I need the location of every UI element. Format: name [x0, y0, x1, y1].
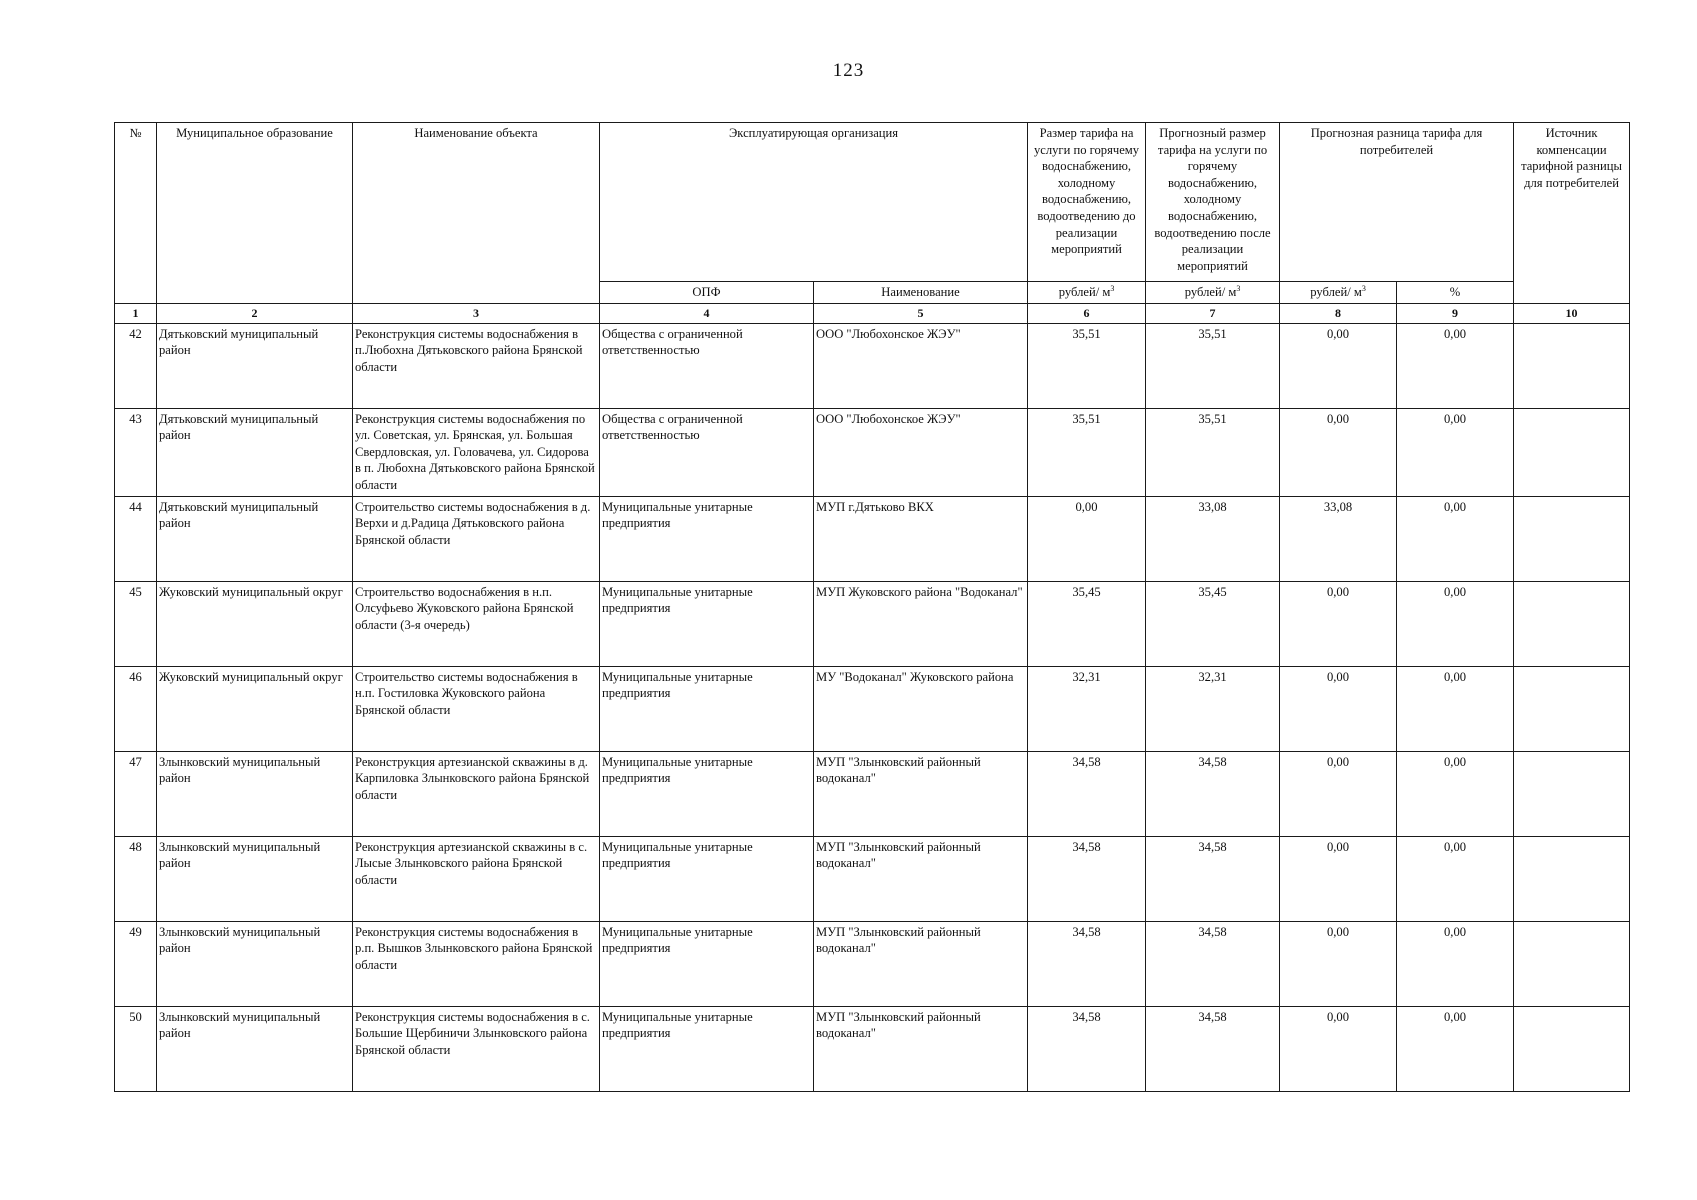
tariff-before-cell: 35,45 — [1028, 581, 1146, 666]
opf-cell: Муниципальные унитарные предприятия — [600, 921, 814, 1006]
tariff-before-cell: 35,51 — [1028, 408, 1146, 496]
opf-cell: Муниципальные унитарные предприятия — [600, 666, 814, 751]
row-number: 47 — [115, 751, 157, 836]
unit-label: рублей/ м — [1058, 285, 1111, 299]
difference-pct-cell: 0,00 — [1397, 921, 1514, 1006]
tariff-after-cell: 33,08 — [1146, 496, 1280, 581]
tariff-table — [114, 122, 1630, 1092]
header-name: Наименование — [814, 282, 1028, 304]
organization-name-cell: МУ "Водоканал" Жуковского района — [814, 666, 1028, 751]
source-cell — [1514, 666, 1630, 751]
tariff-after-cell: 34,58 — [1146, 1006, 1280, 1091]
column-number: 8 — [1280, 303, 1397, 323]
row-number: 48 — [115, 836, 157, 921]
unit-label: рублей/ м — [1310, 285, 1362, 299]
unit-superscript: 3 — [1361, 283, 1366, 293]
tariff-after-cell: 34,58 — [1146, 921, 1280, 1006]
municipality-cell: Жуковский муниципальный округ — [157, 581, 353, 666]
difference-rub-cell: 0,00 — [1280, 1006, 1397, 1091]
opf-cell: Муниципальные унитарные предприятия — [600, 751, 814, 836]
header-tariff-after: Прогнозный размер тарифа на услуги по горячему водоснабжению, холодному водоснабжению, водоотведению после реализации мероприятий — [1146, 123, 1280, 282]
header-source: Источник компенсации тарифной разницы для потребителей — [1514, 123, 1630, 304]
municipality-cell: Злынковский муниципальный район — [157, 836, 353, 921]
source-cell — [1514, 496, 1630, 581]
row-number: 43 — [115, 408, 157, 496]
difference-pct-cell: 0,00 — [1397, 751, 1514, 836]
object-cell: Строительство водоснабжения в н.п. Олсуфьево Жуковского района Брянской области (3-я очередь) — [353, 581, 600, 666]
header-difference: Прогнозная разница тарифа для потребителей — [1280, 123, 1514, 282]
column-number: 2 — [157, 303, 353, 323]
difference-rub-cell: 0,00 — [1280, 581, 1397, 666]
organization-name-cell: ООО "Любохонское ЖЭУ" — [814, 408, 1028, 496]
difference-rub-cell: 0,00 — [1280, 408, 1397, 496]
row-number: 46 — [115, 666, 157, 751]
header-operator: Эксплуатирующая организация — [600, 123, 1028, 282]
object-cell: Реконструкция системы водоснабжения по ул. Советская, ул. Брянская, ул. Большая Свердловская, ул. Головачева, ул. Сидорова в п. Любохна Дятьковского района Брянской области — [353, 408, 600, 496]
municipality-cell: Жуковский муниципальный округ — [157, 666, 353, 751]
object-cell: Реконструкция системы водоснабжения в с. Большие Щербиничи Злынковского района Брянской области — [353, 1006, 600, 1091]
column-number: 4 — [600, 303, 814, 323]
page-number: 123 — [832, 60, 865, 81]
source-cell — [1514, 921, 1630, 1006]
tariff-after-cell: 35,51 — [1146, 408, 1280, 496]
table-row — [115, 496, 1630, 581]
organization-name-cell: ООО "Любохонское ЖЭУ" — [814, 323, 1028, 408]
municipality-cell: Дятьковский муниципальный район — [157, 496, 353, 581]
table-row — [115, 666, 1630, 751]
row-number: 42 — [115, 323, 157, 408]
difference-rub-cell: 0,00 — [1280, 323, 1397, 408]
difference-rub-cell: 0,00 — [1280, 751, 1397, 836]
tariff-after-cell: 32,31 — [1146, 666, 1280, 751]
difference-rub-cell: 0,00 — [1280, 666, 1397, 751]
row-number: 50 — [115, 1006, 157, 1091]
table-row — [115, 581, 1630, 666]
organization-name-cell: МУП "Злынковский районный водоканал" — [814, 836, 1028, 921]
opf-cell: Муниципальные унитарные предприятия — [600, 581, 814, 666]
organization-name-cell: МУП "Злынковский районный водоканал" — [814, 1006, 1028, 1091]
source-cell — [1514, 323, 1630, 408]
object-cell: Строительство системы водоснабжения в н.п. Гостиловка Жуковского района Брянской области — [353, 666, 600, 751]
source-cell — [1514, 751, 1630, 836]
object-cell: Строительство системы водоснабжения в д. Верхи и д.Радица Дятьковского района Брянской области — [353, 496, 600, 581]
header-num: № — [115, 123, 157, 304]
table-row — [115, 323, 1630, 408]
table-row — [115, 408, 1630, 496]
municipality-cell: Злынковский муниципальный район — [157, 1006, 353, 1091]
tariff-after-cell: 35,51 — [1146, 323, 1280, 408]
tariff-before-cell: 0,00 — [1028, 496, 1146, 581]
source-cell — [1514, 836, 1630, 921]
column-number: 6 — [1028, 303, 1146, 323]
row-number: 44 — [115, 496, 157, 581]
header-unit-diff — [1280, 282, 1397, 304]
tariff-after-cell: 34,58 — [1146, 751, 1280, 836]
municipality-cell: Дятьковский муниципальный район — [157, 323, 353, 408]
column-number-row — [115, 303, 1630, 323]
column-number: 5 — [814, 303, 1028, 323]
difference-rub-cell: 0,00 — [1280, 836, 1397, 921]
source-cell — [1514, 581, 1630, 666]
tariff-after-cell: 34,58 — [1146, 836, 1280, 921]
table-row — [115, 1006, 1630, 1091]
source-cell — [1514, 408, 1630, 496]
header-object: Наименование объекта — [353, 123, 600, 304]
opf-cell: Муниципальные унитарные предприятия — [600, 836, 814, 921]
object-cell: Реконструкция системы водоснабжения в р.п. Вышков Злынковского района Брянской области — [353, 921, 600, 1006]
table-row — [115, 751, 1630, 836]
opf-cell: Общества с ограниченной ответственностью — [600, 408, 814, 496]
difference-rub-cell: 0,00 — [1280, 921, 1397, 1006]
unit-label: рублей/ м — [1184, 285, 1237, 299]
difference-pct-cell: 0,00 — [1397, 666, 1514, 751]
row-number: 49 — [115, 921, 157, 1006]
organization-name-cell: МУП "Злынковский районный водоканал" — [814, 751, 1028, 836]
difference-pct-cell: 0,00 — [1397, 408, 1514, 496]
unit-superscript: 3 — [1110, 283, 1115, 293]
header-row-main — [115, 123, 1630, 282]
column-number: 9 — [1397, 303, 1514, 323]
difference-pct-cell: 0,00 — [1397, 1006, 1514, 1091]
difference-pct-cell: 0,00 — [1397, 323, 1514, 408]
tariff-before-cell: 34,58 — [1028, 836, 1146, 921]
header-municipality: Муниципальное образование — [157, 123, 353, 304]
object-cell: Реконструкция системы водоснабжения в п.Любохна Дятьковского района Брянской области — [353, 323, 600, 408]
table-row — [115, 836, 1630, 921]
unit-superscript: 3 — [1236, 283, 1241, 293]
object-cell: Реконструкция артезианской скважины в с. Лысые Злынковского района Брянской области — [353, 836, 600, 921]
column-number: 7 — [1146, 303, 1280, 323]
difference-pct-cell: 0,00 — [1397, 836, 1514, 921]
tariff-before-cell: 34,58 — [1028, 921, 1146, 1006]
municipality-cell: Дятьковский муниципальный район — [157, 408, 353, 496]
organization-name-cell: МУП г.Дятьково ВКХ — [814, 496, 1028, 581]
organization-name-cell: МУП "Злынковский районный водоканал" — [814, 921, 1028, 1006]
header-unit-after — [1146, 282, 1280, 304]
difference-pct-cell: 0,00 — [1397, 496, 1514, 581]
municipality-cell: Злынковский муниципальный район — [157, 751, 353, 836]
organization-name-cell: МУП Жуковского района "Водоканал" — [814, 581, 1028, 666]
opf-cell: Муниципальные унитарные предприятия — [600, 496, 814, 581]
tariff-before-cell: 35,51 — [1028, 323, 1146, 408]
column-number: 10 — [1514, 303, 1630, 323]
header-tariff-before: Размер тарифа на услуги по горячему водоснабжению, холодному водоснабжению, водоотведению до реализации мероприятий — [1028, 123, 1146, 282]
tariff-before-cell: 32,31 — [1028, 666, 1146, 751]
tariff-before-cell: 34,58 — [1028, 1006, 1146, 1091]
column-number: 1 — [115, 303, 157, 323]
source-cell — [1514, 1006, 1630, 1091]
opf-cell: Муниципальные унитарные предприятия — [600, 1006, 814, 1091]
column-number: 3 — [353, 303, 600, 323]
difference-pct-cell: 0,00 — [1397, 581, 1514, 666]
header-opf: ОПФ — [600, 282, 814, 304]
tariff-before-cell: 34,58 — [1028, 751, 1146, 836]
header-unit-before — [1028, 282, 1146, 304]
header-unit-pct: % — [1397, 282, 1514, 304]
difference-rub-cell: 33,08 — [1280, 496, 1397, 581]
municipality-cell: Злынковский муниципальный район — [157, 921, 353, 1006]
opf-cell: Общества с ограниченной ответственностью — [600, 323, 814, 408]
object-cell: Реконструкция артезианской скважины в д. Карпиловка Злынковского района Брянской области — [353, 751, 600, 836]
tariff-after-cell: 35,45 — [1146, 581, 1280, 666]
table-row — [115, 921, 1630, 1006]
row-number: 45 — [115, 581, 157, 666]
